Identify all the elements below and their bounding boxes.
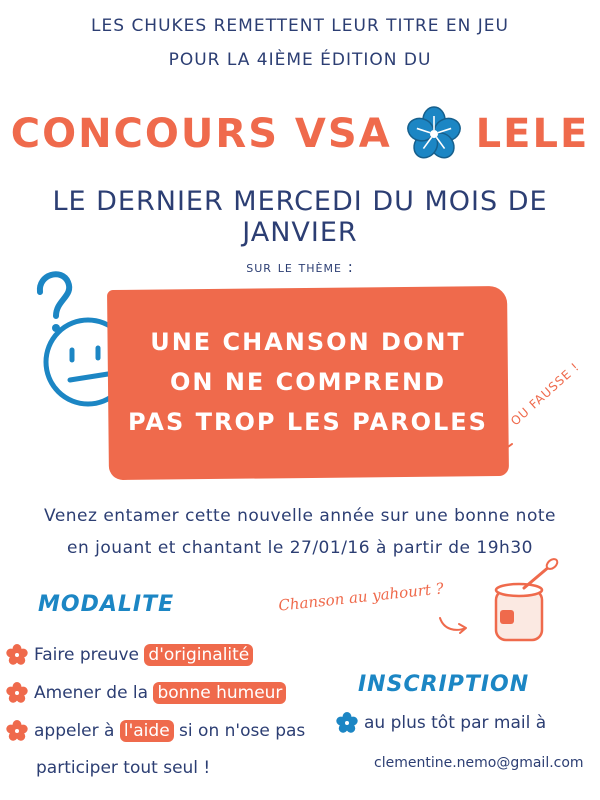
date-line: LE DERNIER MERCEDI DU MOIS DE JANVIER <box>52 186 548 248</box>
item-text: Amener de la <box>34 683 154 703</box>
flower-bullet-icon <box>336 712 358 734</box>
modalite-heading: MODALITE <box>38 592 175 617</box>
cta-line-1: Venez entamer cette nouvelle année sur une bonne note <box>44 506 556 526</box>
title-left: CONCOURS VSA <box>10 111 392 157</box>
flower-bullet-icon <box>6 720 28 742</box>
flower-bullet-icon <box>6 682 28 704</box>
yogurt-jar-icon <box>484 558 564 648</box>
item-highlight: l'aide <box>120 720 174 742</box>
call-to-action <box>0 500 600 564</box>
title-right: LELE <box>475 111 590 157</box>
theme-line-3: PAS TROP LES PAROLES <box>128 408 488 436</box>
item-highlight: d'originalité <box>144 644 253 666</box>
contest-title <box>0 104 600 164</box>
cta-line-2: en jouant et chantant le 27/01/16 à partir de 19h30 <box>67 538 533 558</box>
item-highlight: bonne humeur <box>153 682 286 704</box>
yahourt-note: Chanson au yahourt ? <box>277 579 445 615</box>
intro-line-2: POUR LA 4IÈME ÉDITION DU <box>168 50 432 70</box>
intro-line-1: LES CHUKES REMETTENT LEUR TITRE EN JEU <box>91 16 509 36</box>
theme-aside: OU FAUSSE ! <box>508 359 583 429</box>
email-link[interactable]: clementine.nemo@gmail.com <box>374 755 584 771</box>
theme-line-1: UNE CHANSON DONT <box>150 328 466 356</box>
inscription-item <box>336 712 546 734</box>
item-text: appeler à <box>34 721 120 741</box>
curved-arrow-icon <box>436 612 470 638</box>
modalite-continuation: participer tout seul ! <box>36 758 211 778</box>
item-text: Faire preuve <box>34 645 145 665</box>
hibiscus-flower-icon <box>406 106 462 162</box>
item-text-after: si on n'ose pas <box>173 721 306 741</box>
theme-line-2: ON NE COMPREND <box>169 368 447 396</box>
theme-text <box>108 322 508 442</box>
inscription-text: au plus tôt par mail à <box>364 713 547 733</box>
modalite-item <box>6 682 286 704</box>
arrow-icon <box>486 440 516 464</box>
flower-bullet-icon <box>6 644 28 666</box>
theme-label: sur le thème : <box>246 258 354 276</box>
modalite-item <box>6 720 305 742</box>
modalite-item <box>6 644 253 666</box>
inscription-heading: INSCRIPTION <box>358 672 530 697</box>
